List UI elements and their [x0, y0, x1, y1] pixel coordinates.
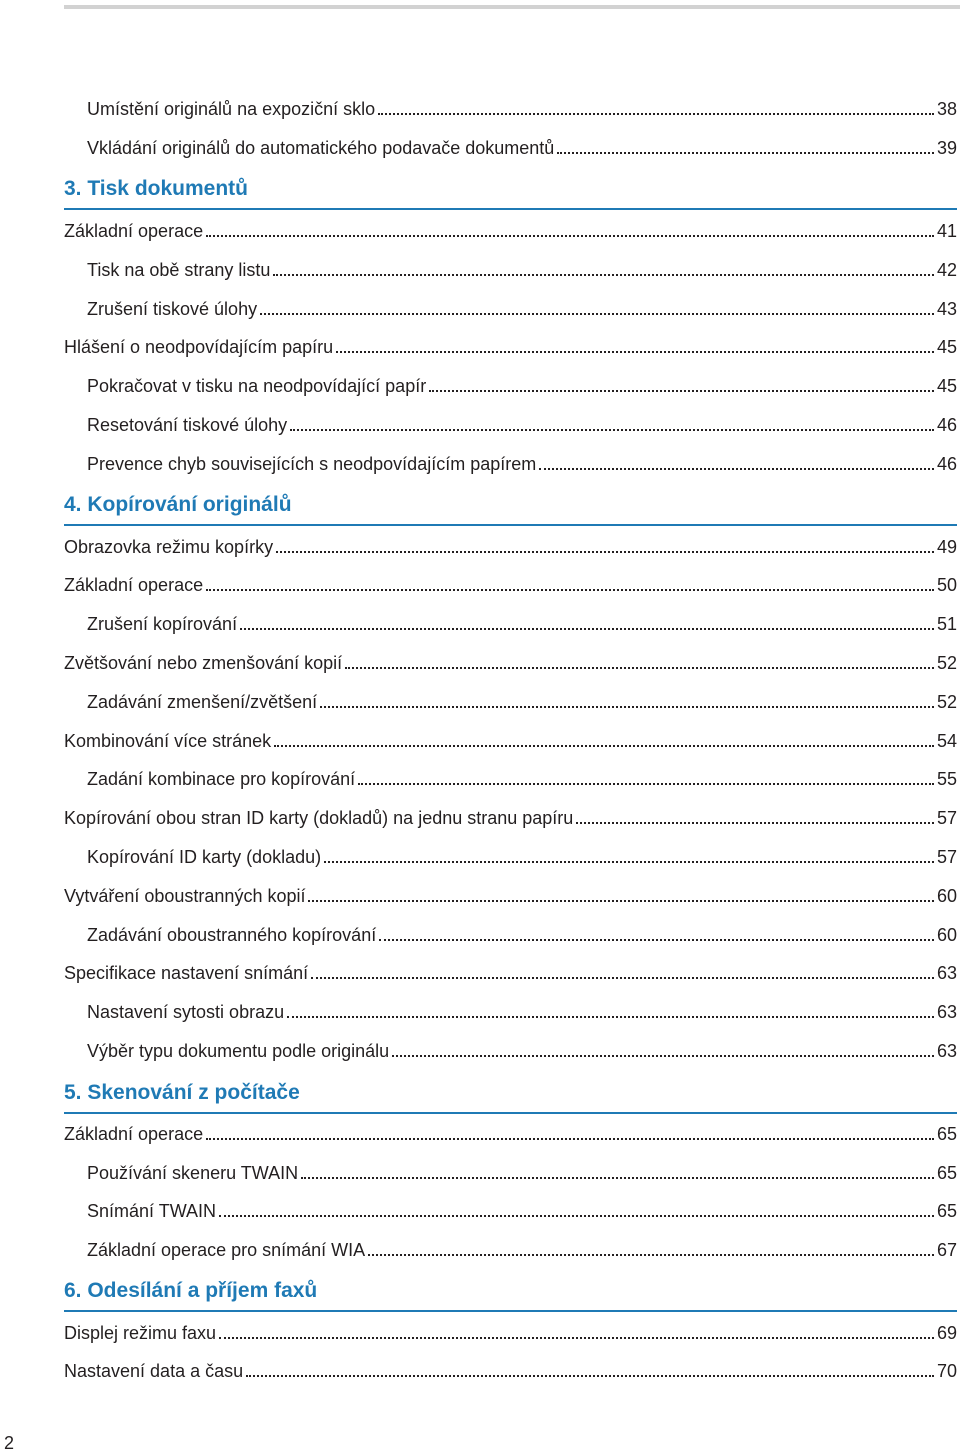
- toc-entry-page: 65: [936, 1124, 957, 1144]
- toc-entry-page: 65: [936, 1201, 957, 1221]
- toc-entry-title: Umístění originálů na expoziční sklo: [87, 99, 376, 119]
- toc-entry-title: Specifikace nastavení snímání: [64, 963, 309, 983]
- dot-leader: [290, 428, 934, 431]
- dot-leader: [368, 1253, 934, 1256]
- toc-entry-title: Zrušení tiskové úlohy: [87, 299, 258, 319]
- toc-entry[interactable]: [87, 298, 957, 320]
- chapter-heading[interactable]: [64, 1080, 957, 1106]
- dot-leader: [206, 234, 934, 237]
- toc-entry-title: Hlášení o neodpovídajícím papíru: [64, 337, 334, 357]
- toc-entry[interactable]: [87, 768, 957, 790]
- dot-leader: [219, 1214, 934, 1217]
- toc-entry-page: 69: [936, 1323, 957, 1343]
- toc-entry-title: Resetování tiskové úlohy: [87, 415, 288, 435]
- toc-entry-title: Snímání TWAIN: [87, 1201, 217, 1221]
- toc-entry[interactable]: [64, 336, 957, 358]
- dot-leader: [206, 1137, 934, 1140]
- chapter-underline: [64, 524, 957, 526]
- toc-entry[interactable]: [64, 652, 957, 674]
- toc-entry-title: Zrušení kopírování: [87, 614, 238, 634]
- dot-leader: [557, 151, 934, 154]
- toc-entry-page: 65: [936, 1163, 957, 1183]
- toc-entry[interactable]: [87, 1001, 957, 1023]
- toc-entry-title: Vkládání originálů do automatického podavače dokumentů: [87, 138, 555, 158]
- dot-leader: [301, 1176, 934, 1179]
- toc-entry-page: 70: [936, 1361, 957, 1381]
- chapter-title: 4. Kopírování originálů: [64, 493, 292, 516]
- dot-leader: [539, 467, 934, 470]
- toc-entry-title: Prevence chyb souvisejících s neodpovídajícím papírem: [87, 454, 537, 474]
- toc-entry-page: 43: [936, 299, 957, 319]
- chapter-underline: [64, 1310, 957, 1312]
- toc-entry-title: Nastavení data a času: [64, 1361, 244, 1381]
- toc-entry[interactable]: [64, 536, 957, 558]
- toc-entry-page: 63: [936, 1041, 957, 1061]
- toc-entry[interactable]: [64, 574, 957, 596]
- chapter-title: 5. Skenování z počítače: [64, 1081, 300, 1104]
- toc-entry-title: Tisk na obě strany listu: [87, 260, 271, 280]
- toc-entry-page: 57: [936, 847, 957, 867]
- toc-entry-page: 38: [936, 99, 957, 119]
- toc-entry-title: Zvětšování nebo zmenšování kopií: [64, 653, 343, 673]
- dot-leader: [311, 976, 934, 979]
- dot-leader: [345, 666, 934, 669]
- dot-leader: [240, 627, 934, 630]
- chapter-heading[interactable]: [64, 1278, 957, 1304]
- toc-entry[interactable]: [64, 962, 957, 984]
- toc-entry[interactable]: [87, 1200, 957, 1222]
- page-number: 2: [4, 1433, 15, 1453]
- dot-leader: [246, 1374, 934, 1377]
- toc-entry-page: 54: [936, 731, 957, 751]
- dot-leader: [276, 550, 934, 553]
- toc-entry[interactable]: [87, 1162, 957, 1184]
- toc-entry[interactable]: [87, 259, 957, 281]
- dot-leader: [273, 273, 934, 276]
- dot-leader: [287, 1015, 934, 1018]
- toc-entry-title: Kopírování ID karty (dokladu): [87, 847, 322, 867]
- dot-leader: [260, 312, 934, 315]
- toc-entry[interactable]: [87, 98, 957, 120]
- toc-entry[interactable]: [87, 1239, 957, 1261]
- toc-entry-page: 67: [936, 1240, 957, 1260]
- chapter-title: 3. Tisk dokumentů: [64, 177, 248, 200]
- toc-entry[interactable]: [64, 1360, 957, 1382]
- toc-entry-title: Výběr typu dokumentu podle originálu: [87, 1041, 390, 1061]
- toc-entry-page: 46: [936, 415, 957, 435]
- toc-entry-page: 42: [936, 260, 957, 280]
- toc-entry-title: Obrazovka režimu kopírky: [64, 537, 274, 557]
- toc-entry-title: Pokračovat v tisku na neodpovídající papír: [87, 376, 427, 396]
- toc-entry-title: Základní operace: [64, 1124, 204, 1144]
- toc-entry-page: 57: [936, 808, 957, 828]
- toc-entry[interactable]: [64, 885, 957, 907]
- toc-entry-title: Zadání kombinace pro kopírování: [87, 769, 356, 789]
- toc-entry-title: Displej režimu faxu: [64, 1323, 217, 1343]
- toc-entry[interactable]: [87, 846, 957, 868]
- toc-entry-page: 50: [936, 575, 957, 595]
- toc-entry-title: Vytváření oboustranných kopií: [64, 886, 306, 906]
- toc-entry[interactable]: [64, 220, 957, 242]
- toc-entry-title: Základní operace pro snímání WIA: [87, 1240, 366, 1260]
- toc-entry[interactable]: [87, 414, 957, 436]
- toc-entry-page: 45: [936, 337, 957, 357]
- toc-entry[interactable]: [87, 375, 957, 397]
- dot-leader: [358, 782, 934, 785]
- dot-leader: [324, 860, 934, 863]
- toc-entry-title: Zadávání zmenšení/zvětšení: [87, 692, 318, 712]
- toc-entry[interactable]: [64, 730, 957, 752]
- toc-entry-page: 45: [936, 376, 957, 396]
- toc-entry[interactable]: [64, 1322, 957, 1344]
- chapter-heading[interactable]: [64, 176, 957, 202]
- toc-entry-page: 63: [936, 963, 957, 983]
- toc-entry-page: 39: [936, 138, 957, 158]
- toc-entry[interactable]: [87, 924, 957, 946]
- toc-entry[interactable]: [64, 1123, 957, 1145]
- toc-entry-page: 55: [936, 769, 957, 789]
- toc-entry-title: Nastavení sytosti obrazu: [87, 1002, 285, 1022]
- toc-entry-title: Zadávání oboustranného kopírování: [87, 925, 377, 945]
- toc-entry-title: Základní operace: [64, 575, 204, 595]
- toc-entry[interactable]: [87, 1040, 957, 1062]
- dot-leader: [576, 821, 934, 824]
- dot-leader: [392, 1054, 934, 1057]
- dot-leader: [274, 744, 934, 747]
- chapter-title: 6. Odesílání a příjem faxů: [64, 1279, 318, 1302]
- toc-entry-page: 52: [936, 692, 957, 712]
- toc-entry-page: 60: [936, 886, 957, 906]
- toc-entry-page: 51: [936, 614, 957, 634]
- dot-leader: [308, 899, 933, 902]
- chapter-heading[interactable]: [64, 492, 957, 518]
- dot-leader: [320, 705, 934, 708]
- dot-leader: [336, 350, 934, 353]
- dot-leader: [379, 938, 934, 941]
- dot-leader: [378, 112, 934, 115]
- dot-leader: [429, 389, 934, 392]
- toc-entry[interactable]: [87, 453, 957, 475]
- dot-leader: [219, 1336, 934, 1339]
- chapter-underline: [64, 208, 957, 210]
- toc-entry[interactable]: [87, 137, 957, 159]
- toc-entry[interactable]: [87, 691, 957, 713]
- toc-entry-title: Základní operace: [64, 221, 204, 241]
- chapter-underline: [64, 1112, 957, 1114]
- toc-entry[interactable]: [64, 807, 957, 829]
- toc-entry-page: 46: [936, 454, 957, 474]
- toc-entry-page: 49: [936, 537, 957, 557]
- toc-entry-title: Kombinování více stránek: [64, 731, 272, 751]
- toc-entry[interactable]: [87, 613, 957, 635]
- toc-entry-title: Používání skeneru TWAIN: [87, 1163, 299, 1183]
- toc-entry-page: 41: [936, 221, 957, 241]
- toc-entry-title: Kopírování obou stran ID karty (dokladů) na jednu stranu papíru: [64, 808, 574, 828]
- toc-entry-page: 60: [936, 925, 957, 945]
- dot-leader: [206, 588, 934, 591]
- toc-entry-page: 52: [936, 653, 957, 673]
- toc-entry-page: 63: [936, 1002, 957, 1022]
